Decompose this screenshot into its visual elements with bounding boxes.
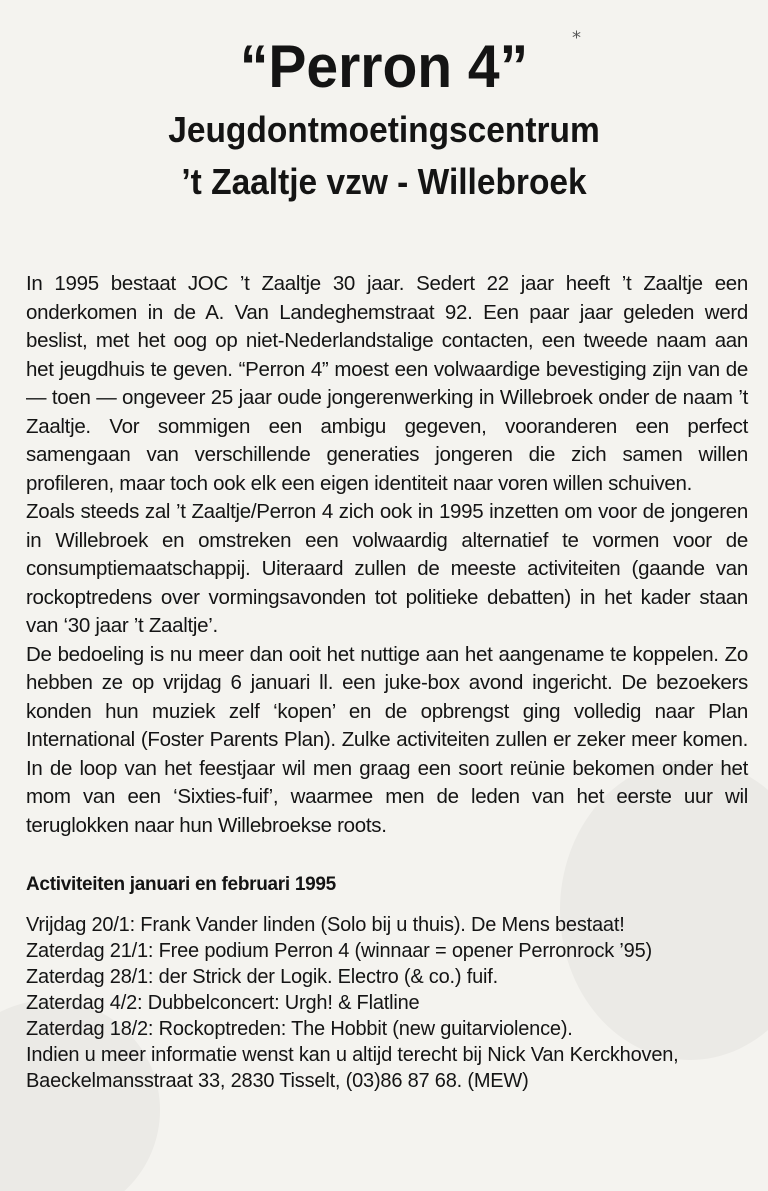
article-title: “Perron 4” bbox=[239, 33, 529, 100]
article-header bbox=[0, 32, 768, 208]
article-subtitle-line1: Jeugdontmoetingscentrum bbox=[168, 109, 600, 150]
activity-item: Vrijdag 20/1: Frank Vander linden (Solo bij u thuis). De Mens bestaat! bbox=[26, 914, 625, 936]
article-body bbox=[26, 270, 748, 1094]
activity-item: Zaterdag 18/2: Rockoptreden: The Hobbit (new guitarviolence). bbox=[26, 1018, 573, 1040]
paragraph-plans: Zoals steeds zal ’t Zaaltje/Perron 4 zich ook in 1995 inzetten om voor de jongeren in Willebroek en omstreken een volwaardig alternatief te vormen voor de consumptiemaatschappij. Uiteraard zullen de meeste activiteiten (gaande van rockoptredens over vormingsavonden tot politieke debatten) in het kader staan van ‘30 jaar ’t Zaaltje’. bbox=[26, 500, 748, 637]
paragraph-events: De bedoeling is nu meer dan ooit het nuttige aan het aangename te koppelen. Zo hebben ze op vrijdag 6 januari ll. een juke-box avond ingericht. De bezoekers konden hun muziek zelf ‘kopen’ en de opbrengst ging volledig naar Plan International (Foster Parents Plan). Zulke activiteiten zullen er zeker meer komen. In de loop van het feestjaar wil men graag een soort reünie bekomen onder het mom van een ‘Sixties-fuif’, waarmee men de leden van het eerste uur wil teruglokken naar hun Willebroekse roots. bbox=[26, 642, 748, 837]
activities-heading: Activiteiten januari en februari 1995 bbox=[26, 874, 336, 895]
activity-item: Zaterdag 21/1: Free podium Perron 4 (winnaar = opener Perronrock ’95) bbox=[26, 940, 652, 962]
activities-list bbox=[26, 912, 748, 1042]
paragraph-intro: In 1995 bestaat JOC ’t Zaaltje 30 jaar. Sedert 22 jaar heeft ’t Zaaltje een onderkomen in de A. Van Landeghemstraat 92. Een paar jaar geleden werd beslist, met het oog op niet-Nederlandstalige contacten, een tweede naam aan het jeugdhuis te geven. “Perron 4” moest een volwaardige bevestiging zijn van de — toen — ongeveer 25 jaar oude jongerenwerking in Willebroek onder de naam ’t Zaaltje. Vor sommigen een ambigu gegeven, vooranderen een perfect samengaan van verschillende generaties jongeren die zich samen willen profileren, maar toch ook elk een eigen identiteit naar voren willen schuiven. bbox=[26, 272, 748, 495]
activity-item: Zaterdag 4/2: Dubbelconcert: Urgh! & Flatline bbox=[26, 992, 420, 1014]
contact-info: Indien u meer informatie wenst kan u altijd terecht bij Nick Van Kerckhoven, Baeckelmansstraat 33, 2830 Tisselt, (03)86 87 68. (MEW) bbox=[26, 1044, 679, 1092]
article-subtitle-line2: ’t Zaaltje vzw - Willebroek bbox=[181, 161, 587, 202]
activity-item: Zaterdag 28/1: der Strick der Logik. Electro (& co.) fuif. bbox=[26, 966, 498, 988]
print-speck-icon: ⁎ bbox=[572, 22, 581, 42]
